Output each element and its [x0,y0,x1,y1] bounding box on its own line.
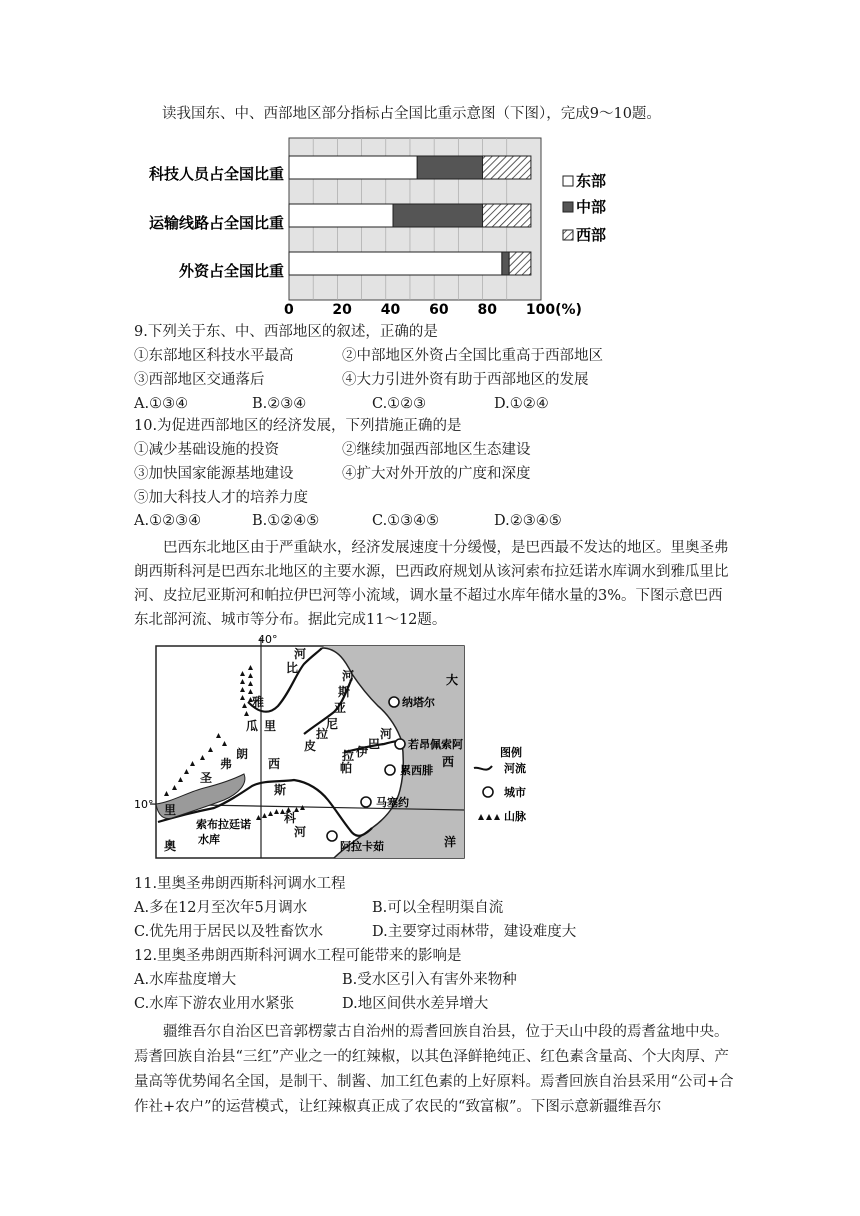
river-jaguaribe-label: 瓜 [246,719,259,733]
intro-next: 疆维吾尔自治区巴音郭楞蒙古自治州的焉耆回族自治县，位于天山中段的焉耆盆地中央。焉耆回族自治县“三红”产业之一的红辣椒，以其色泽鲜艳纯正、红色素含量高、个大肉厚、产量高等优势闻名全国，是制干、制酱、加工红色素的上好原料。焉耆回族自治县采用“公司+合作社+农户”的运营模式，让红辣椒真正成了农民的“致富椒”。下图示意新疆维吾尔 [134,1024,734,1115]
legend-swatch-central [563,202,573,212]
bar-central [502,252,509,275]
q11-option-c: C.优先用于居民以及牲畜饮水 [134,924,324,940]
q12-stem: 12.里奥圣弗朗西斯科河调水工程可能带来的影响是 [134,948,462,964]
legend-mountain-icon [478,814,500,820]
q10-option-d: D.②③④⑤ [494,513,562,529]
q10-statement-2: ②继续加强西部地区生态建设 [342,442,531,458]
city-marker [327,831,337,841]
city-marker [389,697,399,707]
river-jaguaribe-label: 雅 [252,695,265,709]
river-jaguaribe-label: 比 [286,661,299,675]
city-label: 累西腓 [400,764,433,777]
q11-option-b: B.可以全程明渠自流 [372,900,504,916]
legend-city-label: 城市 [504,786,526,799]
brazil-northeast-map [128,634,540,860]
reservoir-label-1: 索布拉廷诺 [196,818,251,831]
q11-option-d: D.主要穿过雨林带，建设难度大 [372,924,577,940]
bar-central [393,204,483,227]
river-sao-francisco-label: 西 [268,757,281,771]
legend-swatch-west [563,230,573,240]
q9-stem: 9.下列关于东、中、西部地区的叙述，正确的是 [134,324,438,340]
river-paraiba-label: 河 [380,727,393,741]
q9-statement-1: ①东部地区科技水平最高 [134,348,294,364]
river-paraiba-label: 帕 [340,761,353,775]
city-marker [395,739,405,749]
river-sao-francisco-label: 河 [294,825,307,839]
river-piranhas-label: 河 [342,669,355,683]
q10-option-b: B.①②④⑤ [252,513,320,529]
city-label: 纳塔尔 [402,696,435,709]
river-piranhas-label: 拉 [316,727,329,741]
ocean-label-3: 洋 [444,835,457,849]
river-piranhas-label: 斯 [338,685,351,699]
city-label: 阿拉卡茹 [340,840,384,853]
category-label: 运输线路占全国比重 [148,214,284,232]
river-piranhas-label: 亚 [334,701,347,715]
q9-option-a: A.①③④ [134,396,189,412]
q9-statement-3: ③西部地区交通落后 [134,372,265,388]
legend-river-icon [474,766,492,770]
city-label: 马塞约 [376,796,409,809]
river-jaguaribe-label: 河 [294,647,307,661]
q12-option-a: A.水库盐度增大 [134,972,237,988]
legend-river-label: 河流 [504,762,526,775]
x-tick-label: 0 [284,302,294,318]
legend-label-west: 西部 [576,226,607,244]
latitude-label: 10° [134,798,154,811]
category-label: 外资占全国比重 [178,262,284,280]
x-tick-label: 40 [380,302,401,318]
q10-stem: 10.为促进西部地区的经济发展，下列措施正确的是 [134,418,462,434]
q10-statement-3: ③加快国家能源基地建设 [134,466,294,482]
q11-stem: 11.里奥圣弗朗西斯科河调水工程 [134,876,346,892]
bar-east [289,252,502,275]
category-label: 科技人员占全国比重 [148,165,284,183]
bar-west [483,156,531,179]
q9-option-b: B.②③④ [252,396,307,412]
city-label: 若昂佩索阿 [408,738,463,751]
q12-option-b: B.受水区引入有害外来物种 [342,972,517,988]
legend-label-east: 东部 [576,172,607,190]
q10-statement-4: ④扩大对外开放的广度和深度 [342,466,531,482]
q12-option-d: D.地区间供水差异增大 [342,996,489,1012]
river-paraiba-label: 巴 [368,737,381,751]
q10-option-a: A.①②③④ [134,513,202,529]
ocean-label-1: 大 [446,673,459,687]
intro-q9-10: 读我国东、中、西部地区部分指标占全国比重示意图（下图），完成9～10题。 [162,106,661,122]
q10-statement-1: ①减少基础设施的投资 [134,442,279,458]
q12-option-c: C.水库下游农业用水紧张 [134,996,295,1012]
q10-statement-5: ⑤加大科技人才的培养力度 [134,490,308,506]
legend-label-central: 中部 [576,198,607,216]
x-tick-label: 20 [332,302,352,318]
bar-central [417,156,482,179]
legend-city-icon [483,787,493,797]
city-marker [361,797,371,807]
river-jaguaribe-label: 里 [264,719,277,733]
river-sao-francisco-label: 奥 [164,839,177,853]
x-tick-label: 100(%) [525,302,582,318]
river-sao-francisco-label: 科 [284,811,297,825]
q9-statement-2: ②中部地区外资占全国比重高于西部地区 [342,348,603,364]
river-piranhas-label: 皮 [304,739,317,753]
river-sao-francisco-label: 圣 [200,771,213,785]
q11-option-a: A.多在12月至次年5月调水 [134,900,308,916]
reservoir-label-2: 水库 [198,833,220,846]
river-sao-francisco-label: 斯 [274,783,287,797]
x-tick-label: 80 [477,302,498,318]
ocean-label-2: 西 [442,755,455,769]
intro-q11-12: 巴西东北地区由于严重缺水，经济发展速度十分缓慢，是巴西最不发达的地区。里奥圣弗朗西斯科河是巴西东北地区的主要水源，巴西政府规划从该河索布拉廷诺水库调水到雅瓜里比河、皮拉尼亚斯河和帕拉伊巴河等小流域，调水量不超过水库年储水量的3%。下图示意巴西东北部河流、城市等分布。据此完成11～12题。 [134,540,729,628]
q9-statement-4: ④大力引进外资有助于西部地区的发展 [342,372,589,388]
river-sao-francisco-label: 弗 [220,757,233,771]
legend-title: 图例 [500,746,522,759]
legend-mountain-label: 山脉 [504,810,526,823]
river-sao-francisco-label: 朗 [236,747,249,761]
river-sao-francisco-label: 里 [164,803,177,817]
bar-west [509,252,531,275]
river-paraiba-label: 拉 [342,749,355,763]
bar-chart [130,136,607,326]
bar-east [289,204,393,227]
city-marker [385,765,395,775]
bar-east [289,156,417,179]
x-tick-label: 60 [429,302,449,318]
longitude-label: 40° [258,633,278,646]
legend-swatch-east [563,176,573,186]
q10-option-c: C.①③④⑤ [372,513,440,529]
bar-west [483,204,531,227]
q9-option-c: C.①②③ [372,396,427,412]
river-paraiba-label: 伊 [356,745,369,759]
river-piranhas-label: 尼 [326,717,339,731]
q9-option-d: D.①②④ [494,396,549,412]
